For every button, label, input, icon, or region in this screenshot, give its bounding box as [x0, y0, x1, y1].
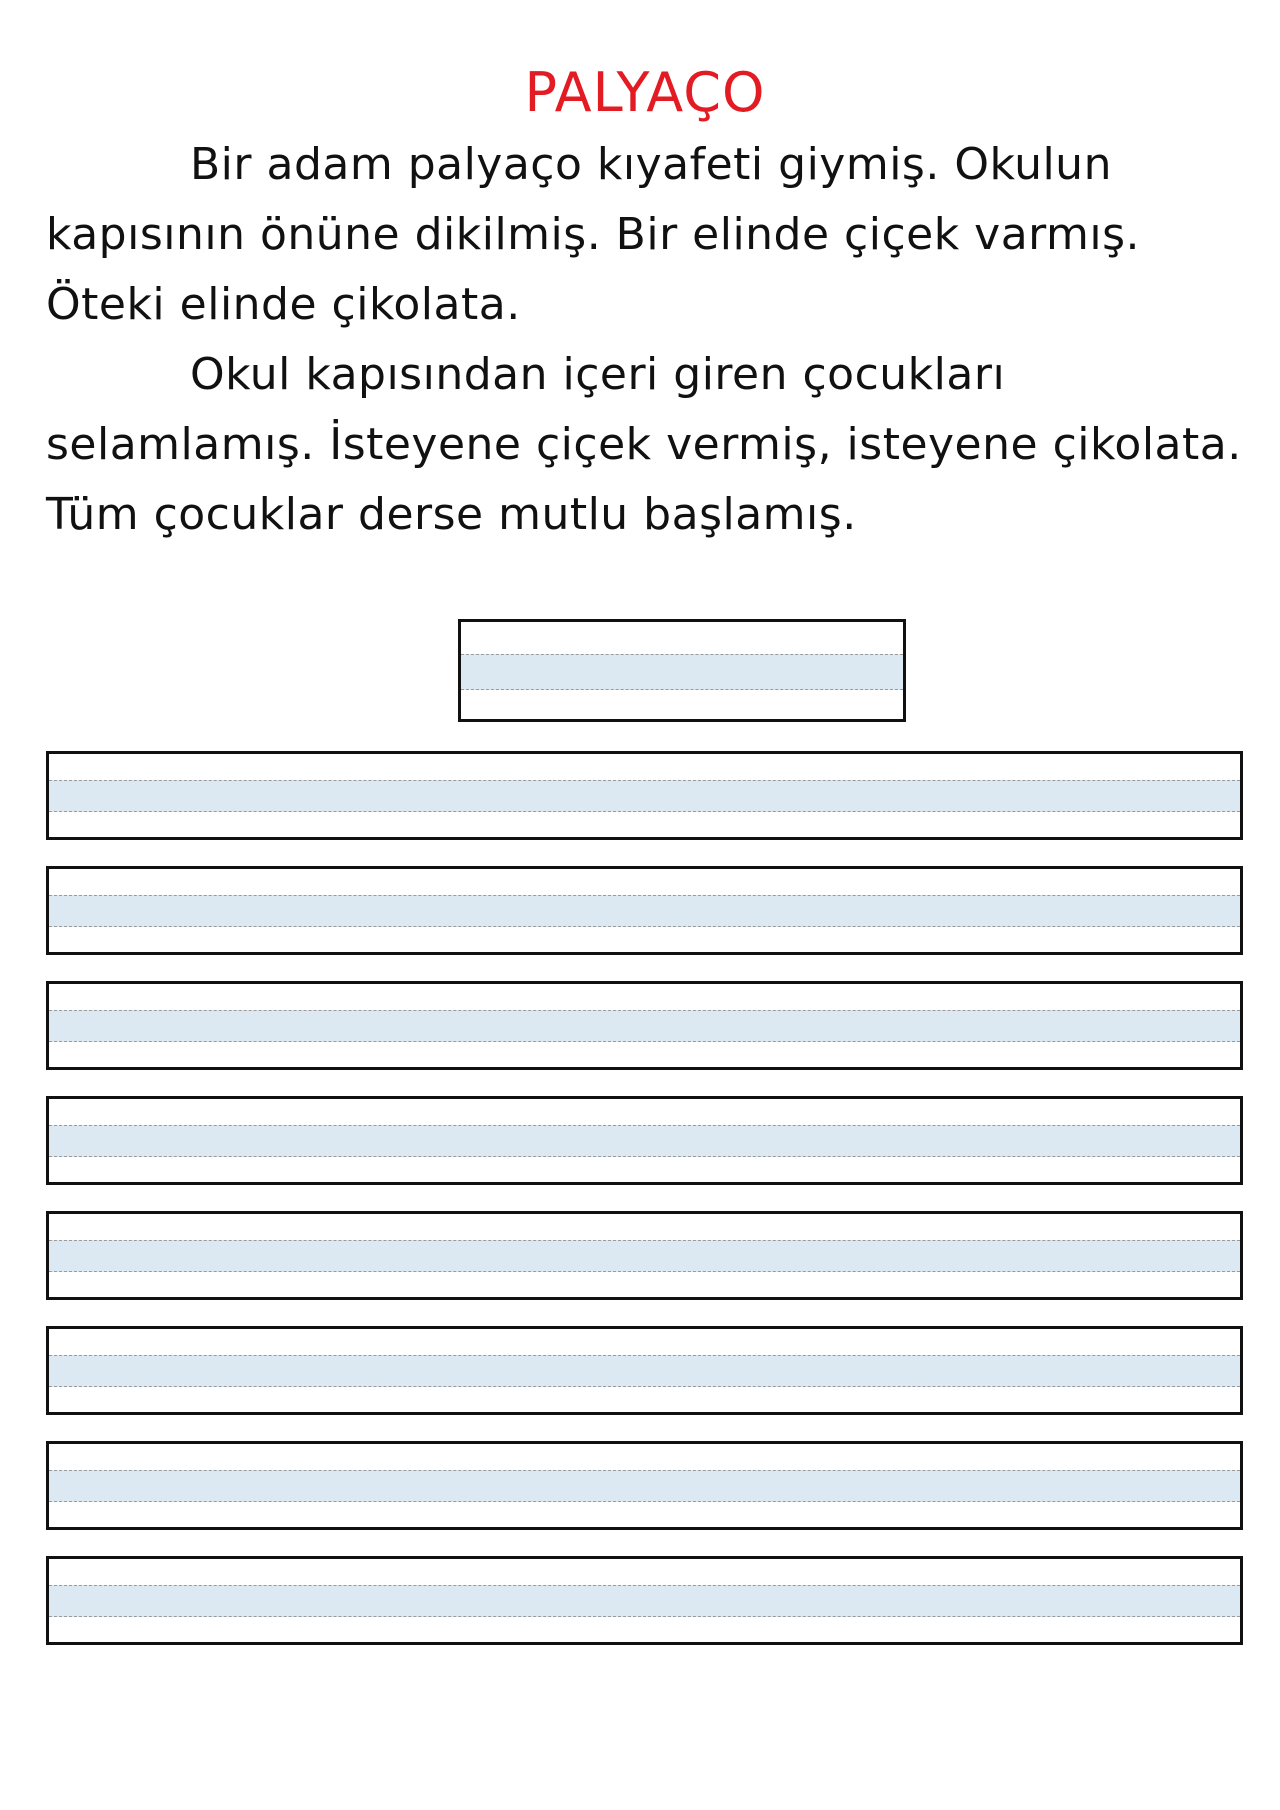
guide-band — [49, 1125, 1240, 1157]
writing-row[interactable] — [46, 751, 1243, 840]
guide-band — [49, 1355, 1240, 1387]
worksheet-title: PALYAÇO — [524, 61, 766, 124]
guide-band — [49, 1470, 1240, 1502]
guide-band — [49, 1585, 1240, 1617]
guide-band — [49, 780, 1240, 812]
guide-band — [461, 654, 903, 690]
writing-row[interactable] — [46, 1211, 1243, 1300]
writing-row[interactable] — [46, 1096, 1243, 1185]
writing-row[interactable] — [46, 1441, 1243, 1530]
guide-band — [49, 895, 1240, 927]
story-text — [46, 130, 1246, 550]
writing-row[interactable] — [46, 981, 1243, 1070]
title-writing-box[interactable] — [458, 619, 906, 722]
writing-row[interactable] — [46, 1326, 1243, 1415]
writing-row[interactable] — [46, 1556, 1243, 1645]
guide-band — [49, 1240, 1240, 1272]
writing-row[interactable] — [46, 866, 1243, 955]
story-paragraph-2: Okul kapısından içeri giren çocukları selamlamış. İsteyene çiçek vermiş, isteyene çikolata. Tüm çocuklar derse mutlu başlamış. — [46, 349, 1242, 540]
story-paragraph-1: Bir adam palyaço kıyafeti giymiş. Okulun kapısının önüne dikilmiş. Bir elinde çiçek varmış. Öteki elinde çikolata. — [46, 139, 1140, 330]
guide-band — [49, 1010, 1240, 1042]
